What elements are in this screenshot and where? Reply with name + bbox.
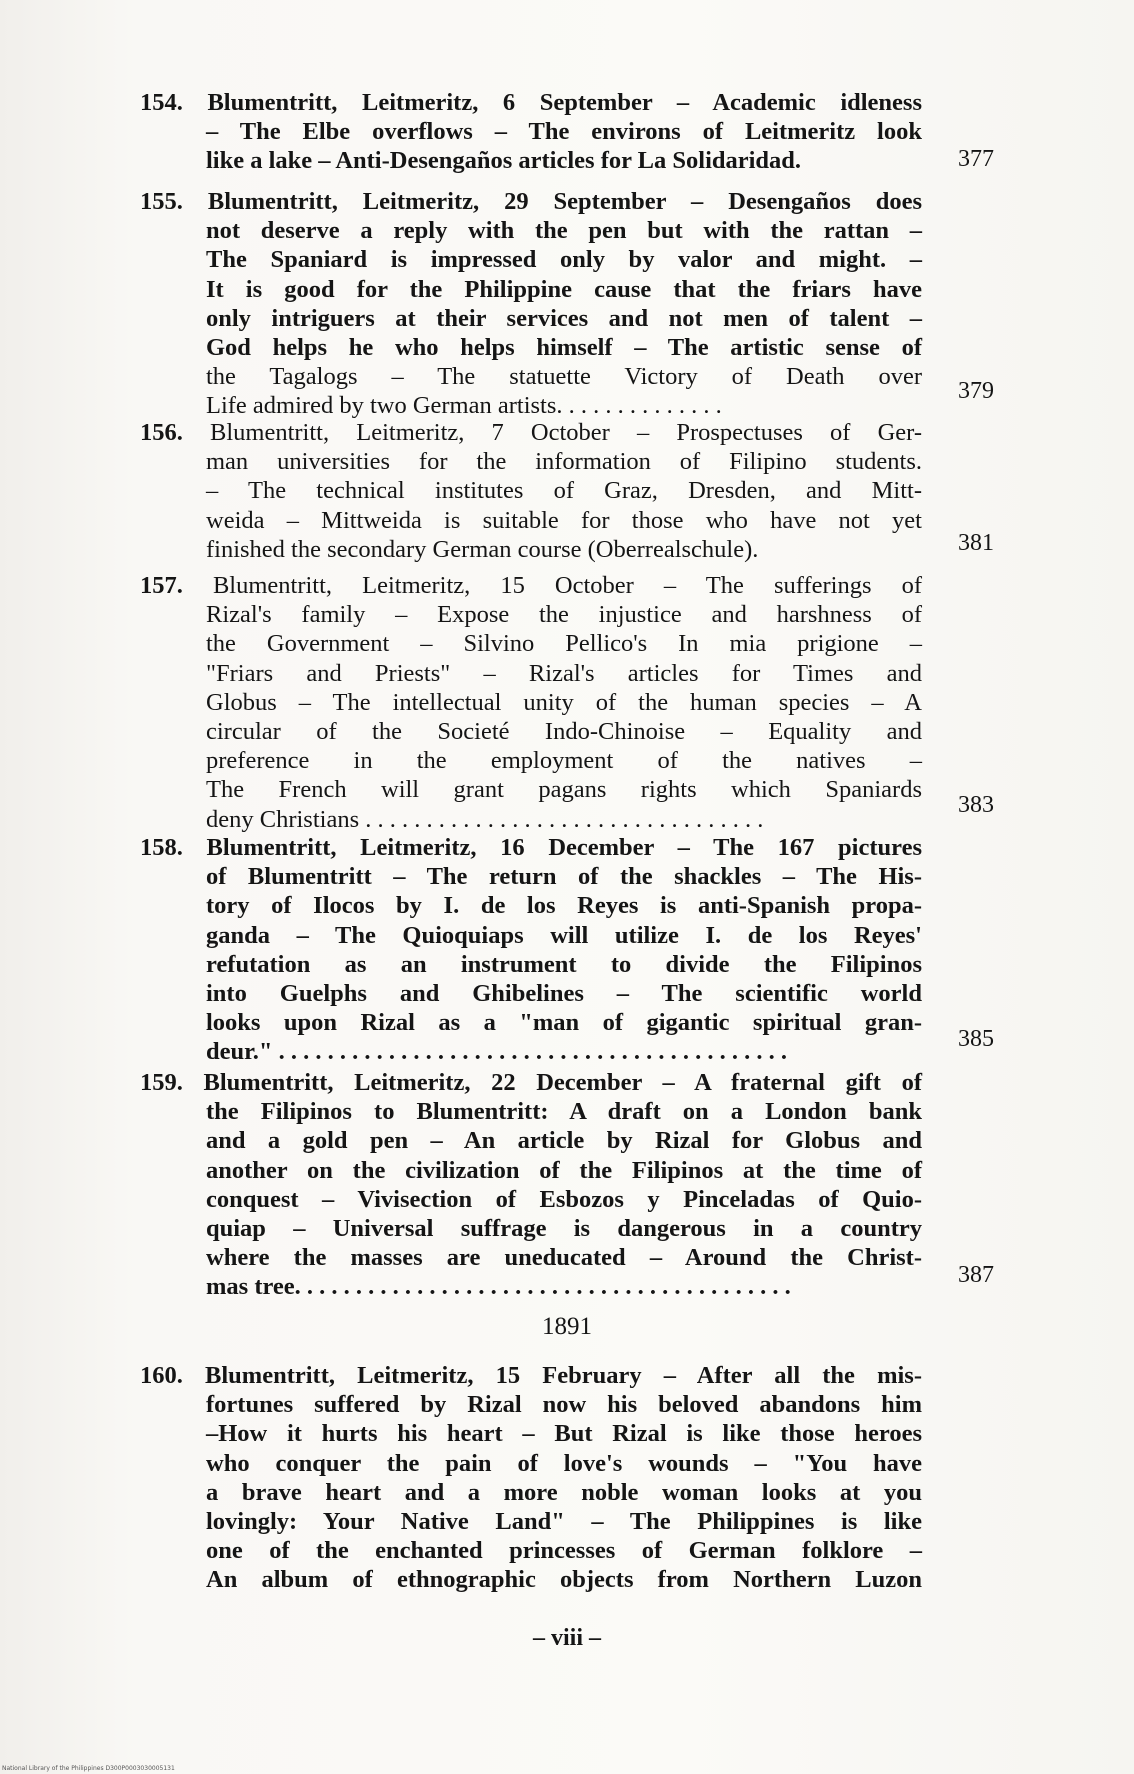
entry-line: 158. Blumentritt, Leitmeritz, 16 December – The 167 pictures xyxy=(140,834,922,861)
entry-line: – The technical institutes of Graz, Dresden, and Mitt- xyxy=(206,477,922,505)
entry-line: 159. Blumentritt, Leitmeritz, 22 December – A fraternal gift of xyxy=(140,1069,923,1096)
page-reference: 381 xyxy=(958,530,994,556)
entry-line: 155. Blumentritt, Leitmeritz, 29 September – Desengaños does xyxy=(140,188,922,215)
entry-line: circular of the Societé Indo-Chinoise – Equality and xyxy=(206,717,922,745)
entry-line: It is good for the Philippine cause that the friars have xyxy=(206,275,922,303)
entry-number: 156. xyxy=(140,419,183,446)
entry-number: 158. xyxy=(140,834,183,861)
entry-line: one of the enchanted princesses of German folklore – xyxy=(206,1537,922,1565)
entry-line: the Tagalogs – The statuette Victory of Death over xyxy=(206,363,922,391)
page-reference: 387 xyxy=(958,1262,994,1288)
entry-158 xyxy=(140,833,922,1067)
entry-line: 157. Blumentritt, Leitmeritz, 15 October – The sufferings of xyxy=(140,572,922,599)
entry-line: fortunes suffered by Rizal now his beloved abandons him xyxy=(206,1391,922,1419)
entry-line: ganda – The Quioquiaps will utilize I. de los Reyes' xyxy=(206,921,922,949)
entry-line: Rizal's family – Expose the injustice and harshness of xyxy=(206,601,922,629)
entry-line: finished the secondary German course (Oberrealschule). xyxy=(206,535,759,563)
entry-line: 154. Blumentritt, Leitmeritz, 6 September – Academic idleness xyxy=(140,89,922,116)
entry-line: who conquer the pain of love's wounds – "You have xyxy=(206,1449,922,1477)
entry-line: – The Elbe overflows – The environs of Leitmeritz look xyxy=(206,118,922,146)
entry-156 xyxy=(140,418,922,564)
entry-line: refutation as an instrument to divide the Filipinos xyxy=(206,950,922,978)
page-reference: 379 xyxy=(958,378,994,404)
entry-line: conquest – Vivisection of Esbozos y Pinceladas of Quio- xyxy=(206,1185,922,1213)
entry-line: The French will grant pagans rights which Spaniards xyxy=(206,776,922,804)
entry-line: deur." . . . . . . . . . . . . . . . . . . . . . . . . . . . . . . . . . . . . . . . . . . xyxy=(206,1038,787,1066)
entry-line: weida – Mittweida is suitable for those who have not yet xyxy=(206,506,922,534)
entry-line: not deserve a reply with the pen but with the rattan – xyxy=(206,217,922,245)
entry-line: God helps he who helps himself – The artistic sense of xyxy=(206,333,922,361)
scan-footer-note: National Library of the Philippines D300P0003030005131 xyxy=(2,1765,175,1772)
entry-line: lovingly: Your Native Land" – The Philippines is like xyxy=(206,1507,922,1535)
year-heading: 1891 xyxy=(542,1313,592,1340)
entry-line: man universities for the information of Filipino students. xyxy=(206,448,922,476)
entry-line: looks upon Rizal as a "man of gigantic spiritual gran- xyxy=(206,1009,922,1037)
entry-line: The Spaniard is impressed only by valor and might. – xyxy=(206,246,922,274)
entry-line: mas tree. . . . . . . . . . . . . . . . . . . . . . . . . . . . . . . . . . . . . . . . . xyxy=(206,1273,791,1301)
entry-number: 160. xyxy=(140,1362,183,1389)
entry-line: another on the civilization of the Filipinos at the time of xyxy=(206,1156,922,1184)
entry-number: 157. xyxy=(140,572,183,599)
page-reference: 377 xyxy=(958,146,994,172)
page-folio: – viii – xyxy=(532,1625,601,1651)
entry-line: where the masses are uneducated – Around the Christ- xyxy=(206,1244,922,1272)
entry-line: a brave heart and a more noble woman looks at you xyxy=(206,1478,922,1506)
entry-line: "Friars and Priests" – Rizal's articles for Times and xyxy=(206,659,922,687)
entry-157 xyxy=(140,571,922,834)
entry-line: like a lake – Anti-Desengaños articles for La Solidaridad. xyxy=(206,147,802,175)
entry-160 xyxy=(140,1361,922,1595)
entry-line: and a gold pen – An article by Rizal for Globus and xyxy=(206,1127,922,1155)
entry-line: tory of Ilocos by I. de los Reyes is anti-Spanish propa- xyxy=(206,892,922,920)
page-reference: 383 xyxy=(958,792,994,818)
entry-number: 159. xyxy=(140,1069,183,1096)
entry-line: of Blumentritt – The return of the shackles – The His- xyxy=(206,863,922,891)
page-reference: 385 xyxy=(958,1026,994,1052)
entry-line: An album of ethnographic objects from Northern Luzon xyxy=(206,1566,922,1594)
entry-154 xyxy=(140,88,922,176)
entry-line: deny Christians . . . . . . . . . . . . . . . . . . . . . . . . . . . . . . . . . xyxy=(206,805,764,833)
entry-line: Globus – The intellectual unity of the human species – A xyxy=(206,688,922,716)
entry-159 xyxy=(140,1068,923,1302)
entry-line: only intriguers at their services and not men of talent – xyxy=(206,304,922,332)
entry-line: preference in the employment of the natives – xyxy=(206,747,922,775)
entry-line: quiap – Universal suffrage is dangerous in a country xyxy=(206,1214,922,1242)
entry-line: 156. Blumentritt, Leitmeritz, 7 October – Prospectuses of Ger- xyxy=(140,419,922,446)
entry-number: 154. xyxy=(140,89,183,116)
entry-line: into Guelphs and Ghibelines – The scientific world xyxy=(206,979,922,1007)
entry-line: –How it hurts his heart – But Rizal is like those heroes xyxy=(206,1420,922,1448)
entry-line: the Filipinos to Blumentritt: A draft on a London bank xyxy=(206,1098,922,1126)
entry-line: 160. Blumentritt, Leitmeritz, 15 February – After all the mis- xyxy=(140,1362,922,1389)
entry-number: 155. xyxy=(140,188,183,215)
entry-line: Life admired by two German artists. . . . . . . . . . . . . . xyxy=(206,392,722,420)
entry-155 xyxy=(140,187,922,421)
entry-line: the Government – Silvino Pellico's In mia prigione – xyxy=(206,630,922,658)
